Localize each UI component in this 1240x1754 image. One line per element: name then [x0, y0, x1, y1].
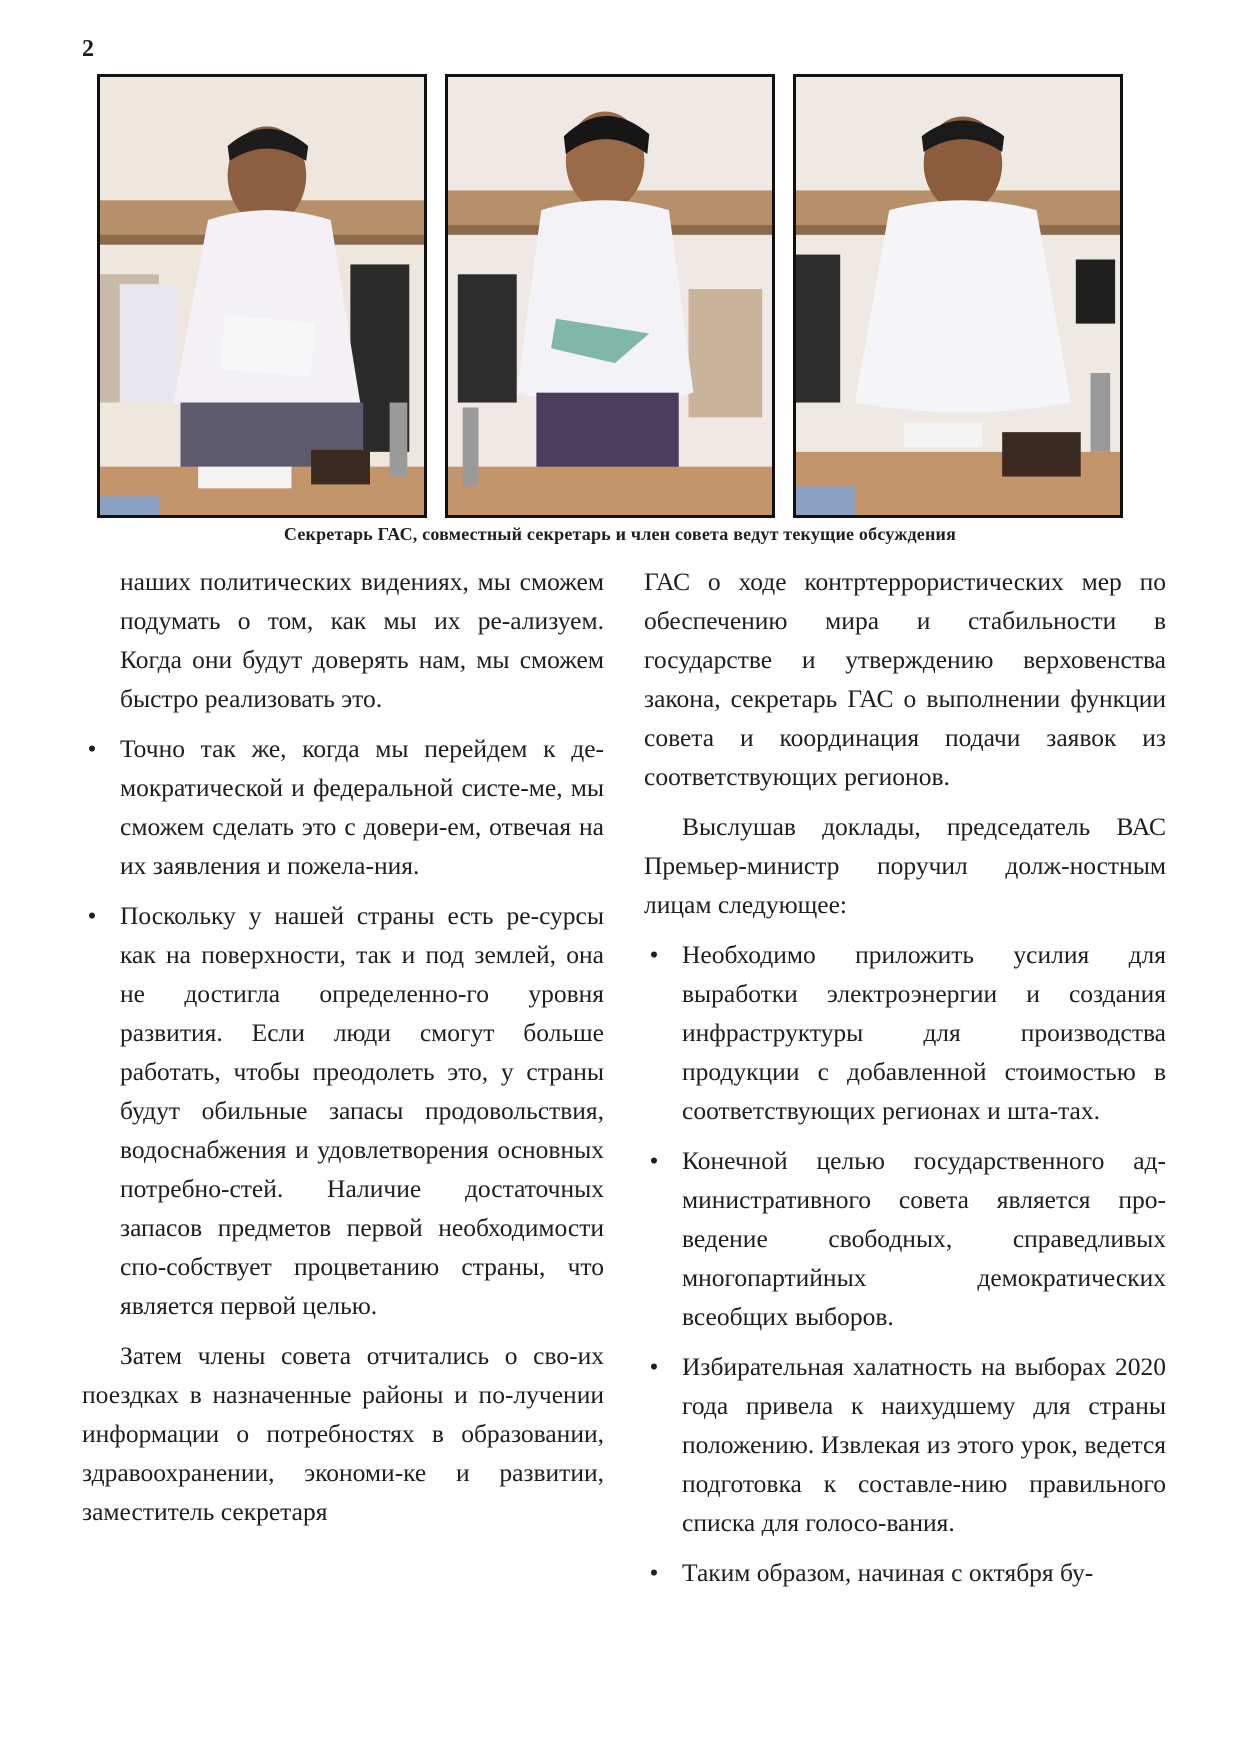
left-bullet-1-text: Точно так же, когда мы перейдем к де-мократической и федеральной систе-ме, мы сможем сделать это с довери-ем, отвечая на их заявления и пожела-ния. [120, 734, 604, 880]
right-bullet-1-text: Необходимо приложить усилия для выработки электроэнергии и создания инфраструктуры для производства продукции с добавленной стоимостью в соответствующих регионах и шта-тах. [682, 940, 1166, 1125]
photo-council-member [793, 74, 1123, 518]
left-continuation: наших политических видениях, мы сможем подумать о том, как мы их ре-ализуем. Когда они будут доверять нам, мы сможем быстро реализовать это. [120, 567, 604, 713]
left-paragraph: Затем члены совета отчитались о сво-их поездках в назначенные районы и по-лучении информации о потребностях в образовании, здравоохранении, экономи-ке и развитии, заместитель секретаря [82, 1341, 604, 1526]
left-bullet-1 [82, 729, 604, 885]
right-bullet-3 [644, 1347, 1166, 1542]
right-bullet-1 [644, 935, 1166, 1130]
right-bullet-2-text: Конечной целью государственного ад-министративного совета является про-ведение свободных, справедливых многопартийных демократических всеобщих выборов. [682, 1146, 1166, 1331]
right-paragraph: Выслушав доклады, председатель ВАС Премьер-министр поручил долж-ностным лицам следующее: [644, 812, 1166, 919]
photo-secretary [97, 74, 427, 518]
right-column [644, 562, 1166, 1592]
right-bullet-4 [644, 1553, 1166, 1592]
photo-joint-secretary [445, 74, 775, 518]
bullet-dot: • [87, 734, 97, 763]
bullet-dot: • [649, 940, 659, 969]
photo-caption: Секретарь ГАС, совместный секретарь и член совета ведут текущие обсуждения [283, 524, 957, 544]
bullet-dot: • [649, 1146, 659, 1175]
left-bullet-2 [82, 896, 604, 1325]
right-bullet-4-text: Таким образом, начиная с октября бу- [682, 1558, 1094, 1587]
bullet-dot: • [649, 1352, 659, 1381]
left-bullet-2-text: Поскольку у нашей страны есть ре-сурсы как на поверхности, так и под землей, она не достигла определенно-го уровня развития. Если люди смогут больше работать, чтобы преодолеть это, у страны будут обильные запасы продовольствия, водоснабжения и удовлетворения основных потребно-стей. Наличие достаточных запасов предметов первой необходимости спо-собствует процветанию страны, что является первой целью. [120, 901, 604, 1320]
left-column [82, 562, 604, 1531]
right-bullet-2 [644, 1141, 1166, 1336]
right-bullet-3-text: Избирательная халатность на выборах 2020 года привела к наихудшему для страны положению. Извлекая из этого урок, ведется подготовка к составле-нию правильного списка для голосо-вания. [682, 1352, 1166, 1537]
right-continuation: ГАС о ходе контртеррористических мер по обеспечению мира и стабильности в государстве и утверждению верховенства закона, секретарь ГАС о выполнении функции совета и координация подачи заявок из соответствующих регионов. [644, 567, 1166, 791]
page-number: 2 [82, 36, 94, 62]
bullet-dot: • [87, 901, 97, 930]
bullet-dot: • [649, 1558, 659, 1587]
